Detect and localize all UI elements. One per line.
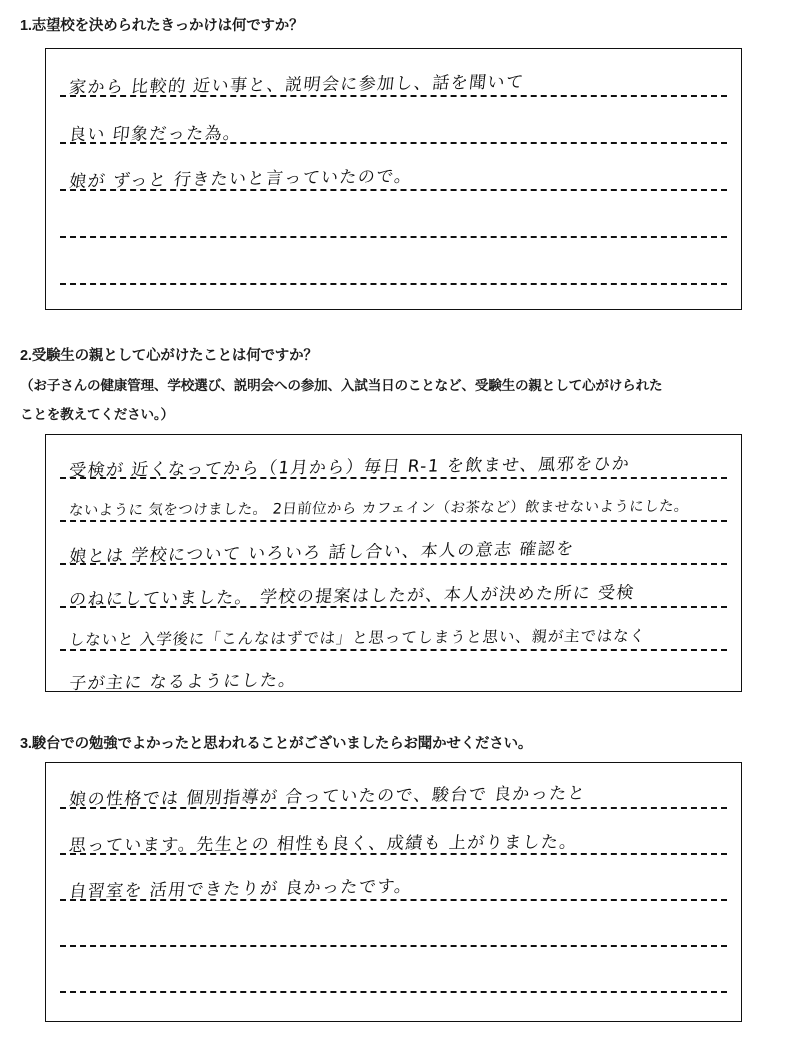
handwritten-line: 自習室を 活用できたりが 良かったです。 <box>68 876 414 902</box>
handwritten-line: 娘の性格では 個別指導が 合っていたので、駿台で 良かったと <box>68 783 588 810</box>
question-1-heading: 1.志望校を決められたきっかけは何ですか？ <box>20 18 304 34</box>
rule-line <box>60 520 727 522</box>
handwritten-line: しないと 入学後に「こんなはずでは」と思ってしまうと思い、親が主ではなく <box>68 626 647 649</box>
question-2-subheading-line-2: ことを教えてください。） <box>20 407 174 422</box>
handwritten-line: のねにしていました。 学校の提案はしたが、本人が決めた所に 受検 <box>68 583 636 610</box>
handwritten-line: ないように 気をつけました。 2日前位から カフェイン（お茶など）飲ませないようにした。 <box>68 498 690 519</box>
question-2-subheading-line-1: （お子さんの健康管理、学校選び、説明会への参加、入試当日のことなど、受験生の親として心がけられた <box>20 378 663 393</box>
rule-line <box>60 945 727 947</box>
handwritten-line: 思っています。先生との 相性も良く、成績も 上がりました。 <box>68 832 579 856</box>
handwritten-line: 家から 比較的 近い事と、説明会に参加し、話を聞いて <box>68 72 526 98</box>
handwritten-line: 娘が ずっと 行きたいと言っていたので。 <box>68 166 414 192</box>
handwritten-line: 良い 印象だった為。 <box>68 123 243 145</box>
answer-box-2[interactable] <box>45 434 742 692</box>
answer-box-1[interactable] <box>45 48 742 310</box>
handwritten-line: 子が主に なるようにした。 <box>68 670 299 694</box>
question-3-heading: 3.駿台での勉強でよかったと思われることがございましたらお聞かせください。 <box>20 736 533 752</box>
question-2-heading: 2.受験生の親として心がけたことは何ですか？ <box>20 348 318 364</box>
handwritten-line: 受検が 近くなってから（1月から）毎日 R-1 を飲ませ、風邪をひか <box>68 454 632 481</box>
rule-line <box>60 991 727 993</box>
handwritten-line: 娘とは 学校について いろいろ 話し合い、本人の意志 確認を <box>68 539 576 567</box>
answer-box-3[interactable] <box>45 762 742 1022</box>
rule-line <box>60 236 727 238</box>
rule-line <box>60 283 727 285</box>
